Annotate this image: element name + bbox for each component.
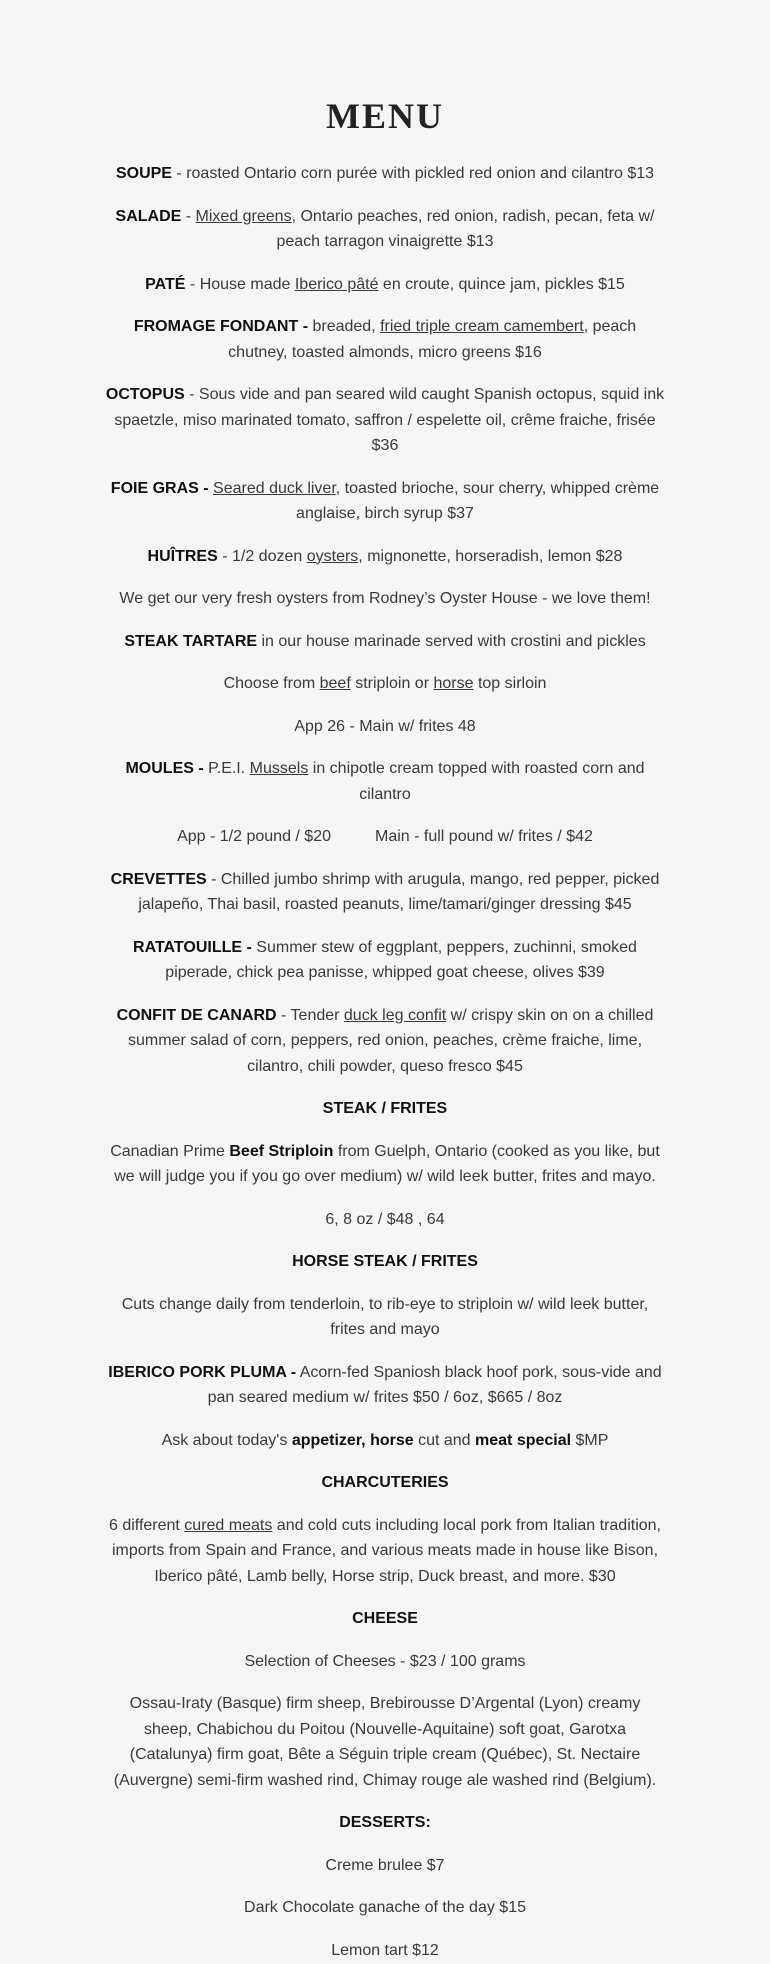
item-desc: - Chilled jumbo shrimp with arugula, mango, red pepper, picked jalapeño, Thai basil, roasted peanuts, lime/tamari/ginger dressing $45 (138, 870, 660, 913)
menu-item-pate (105, 272, 665, 298)
choice-post: top sirloin (473, 675, 547, 692)
cheese-desc: Ossau-Iraty (Basque) firm sheep, Brebirousse D’Argental (Lyon) creamy sheep, Chabichou du Poitou (Nouvelle-Aquitaine) soft goat, Garotxa (Catalunya) firm goat, Bête a Séguin triple cream (Québec), St. Nectaire (Auvergne) semi-firm washed rind, Chimay rouge ale washed rind (Belgium). (113, 1695, 657, 1789)
menu-item-canard (105, 1003, 665, 1080)
desc-pre: 6 different (108, 1516, 185, 1534)
item-name: OCTOPUS (105, 386, 185, 403)
item-pre: - 1/2 dozen (217, 547, 307, 565)
item-desc: - roasted Ontario corn purée with pickled red onion and cilantro $13 (171, 165, 655, 182)
menu-item-foie-gras (105, 476, 665, 527)
dessert-item: Lemon tart $12 (331, 1941, 439, 1959)
desserts-heading: DESSERTS: (339, 1814, 431, 1831)
item-name: FOIE GRAS - (110, 479, 209, 497)
item-link[interactable]: fried triple cream camembert (380, 318, 584, 335)
item-name: CONFIT DE CANARD (116, 1006, 277, 1024)
item-name: MOULES - (125, 760, 204, 777)
menu-item-salade (105, 204, 665, 255)
tartare-price: App 26 - Main w/ frites 48 (294, 717, 476, 735)
item-link[interactable]: Seared duck liver (213, 479, 336, 497)
item-desc: in our house marinade served with crostini and pickles (257, 632, 646, 650)
item-pre: - House made (185, 275, 295, 293)
cheese-price: Selection of Cheeses - $23 / 100 grams (244, 1652, 526, 1670)
item-link[interactable]: oysters (306, 547, 359, 565)
item-pre: - Tender (276, 1006, 344, 1024)
menu-item-moules (105, 756, 665, 807)
menu-item-huitres (105, 544, 665, 570)
beef-link[interactable]: beef (319, 675, 351, 692)
desc-pre: Canadian Prime (110, 1142, 230, 1160)
menu-item-crevettes (105, 867, 665, 918)
item-desc: from Guelph, Ontario (cooked as you like, but we will judge you if you go over medium) w/ wild leek butter, frites and mayo. (114, 1142, 660, 1185)
item-link[interactable]: Mixed greens (195, 207, 292, 225)
item-desc: and cold cuts including local pork from Italian tradition, imports from Spain and France, and various meats made in house like Bison, Iberico pâté, Lamb belly, Horse strip, Duck breast, and more. $30 (111, 1516, 661, 1585)
item-name: CREVETTES (110, 870, 207, 888)
item-name: PATÉ (145, 275, 186, 293)
horse-steak-heading: HORSE STEAK / FRITES (292, 1253, 478, 1270)
item-name: SOUPE (115, 165, 172, 182)
item-name: SALADE (115, 207, 182, 225)
choice-pre: Choose from (223, 675, 320, 692)
steak-frites-price: 6, 8 oz / $48 , 64 (325, 1210, 445, 1228)
item-name: STEAK TARTARE (124, 632, 258, 650)
charcuteries-heading: CHARCUTERIES (321, 1474, 449, 1491)
item-link[interactable]: Iberico pâté (294, 275, 379, 293)
item-pre: breaded, (308, 318, 381, 335)
menu-item-fromage (105, 314, 665, 365)
item-desc: in chipotle cream topped with roasted corn and cilantro (308, 760, 645, 803)
cured-meats-link[interactable]: cured meats (184, 1516, 273, 1534)
cheese-heading: CHEESE (352, 1610, 418, 1627)
steak-frites-heading: STEAK / FRITES (322, 1100, 448, 1117)
item-pre: P.E.I. (203, 760, 250, 777)
ask-pre: Ask about today's (161, 1431, 292, 1449)
tartare-choice (105, 671, 665, 697)
item-sep: - (181, 207, 196, 225)
item-link[interactable]: duck leg confit (343, 1006, 447, 1024)
item-desc: , Ontario peaches, red onion, radish, pecan, feta w/ peach tarragon vinaigrette $13 (276, 207, 655, 250)
menu-title: MENU (326, 96, 444, 136)
item-name: HUÎTRES (147, 547, 218, 565)
item-desc: Acorn-fed Spaniosh black hoof pork, sous-vide and pan seared medium w/ frites $50 / 6oz, $665 / 8oz (207, 1363, 662, 1406)
menu-item-ratatouille (105, 935, 665, 986)
item-link[interactable]: Mussels (249, 760, 309, 777)
item-name: RATATOUILLE - (133, 938, 252, 956)
menu-item-tartare (105, 629, 665, 655)
moules-price (105, 824, 665, 850)
menu-item-iberico (105, 1360, 665, 1411)
choice-mid: striploin or (350, 675, 434, 692)
steak-frites-desc (105, 1139, 665, 1190)
menu-item-octopus (105, 382, 665, 459)
oyster-note: We get our very fresh oysters from Rodney’s Oyster House - we love them! (119, 590, 651, 607)
item-desc: w/ crispy skin on on a chilled summer salad of corn, peppers, red onion, peaches, crème fraiche, lime, cilantro, chili powder, queso fresco $45 (127, 1006, 654, 1075)
ask-price: $MP (571, 1431, 609, 1449)
dessert-item: Dark Chocolate ganache of the day $15 (244, 1899, 526, 1916)
item-desc: , toasted brioche, sour cherry, whipped crème anglaise, birch syrup $37 (296, 479, 660, 522)
moules-price-app: App - 1/2 pound / $20 (177, 828, 331, 845)
item-desc: Summer stew of eggplant, peppers, zuchinni, smoked piperade, chick pea panisse, whipped goat cheese, olives $39 (165, 938, 637, 981)
item-name: IBERICO PORK PLUMA - (108, 1363, 297, 1381)
ask-meat-special: meat special (475, 1431, 572, 1449)
menu-item-soupe (105, 161, 665, 187)
item-name: FROMAGE FONDANT - (133, 318, 309, 335)
moules-price-main: Main - full pound w/ frites / $42 (375, 828, 593, 845)
ask-specials (105, 1428, 665, 1454)
ask-mid: cut and (413, 1431, 476, 1449)
ask-appetizer-horse: appetizer, horse (291, 1431, 414, 1449)
charcuteries-desc (105, 1513, 665, 1590)
item-desc: , mignonette, horseradish, lemon $28 (358, 547, 623, 565)
item-name: Beef Striploin (229, 1142, 334, 1160)
horse-link[interactable]: horse (433, 675, 474, 692)
horse-steak-desc: Cuts change daily from tenderloin, to rib-eye to striploin w/ wild leek butter, frites and mayo (121, 1295, 649, 1338)
item-desc: , peach chutney, toasted almonds, micro greens $16 (228, 318, 637, 361)
item-desc: en croute, quince jam, pickles $15 (378, 275, 625, 293)
item-desc: - Sous vide and pan seared wild caught Spanish octopus, squid ink spaetzle, miso marinated tomato, saffron / espelette oil, crême fraiche, frisée $36 (114, 386, 665, 454)
dessert-item: Creme brulee $7 (325, 1856, 445, 1874)
